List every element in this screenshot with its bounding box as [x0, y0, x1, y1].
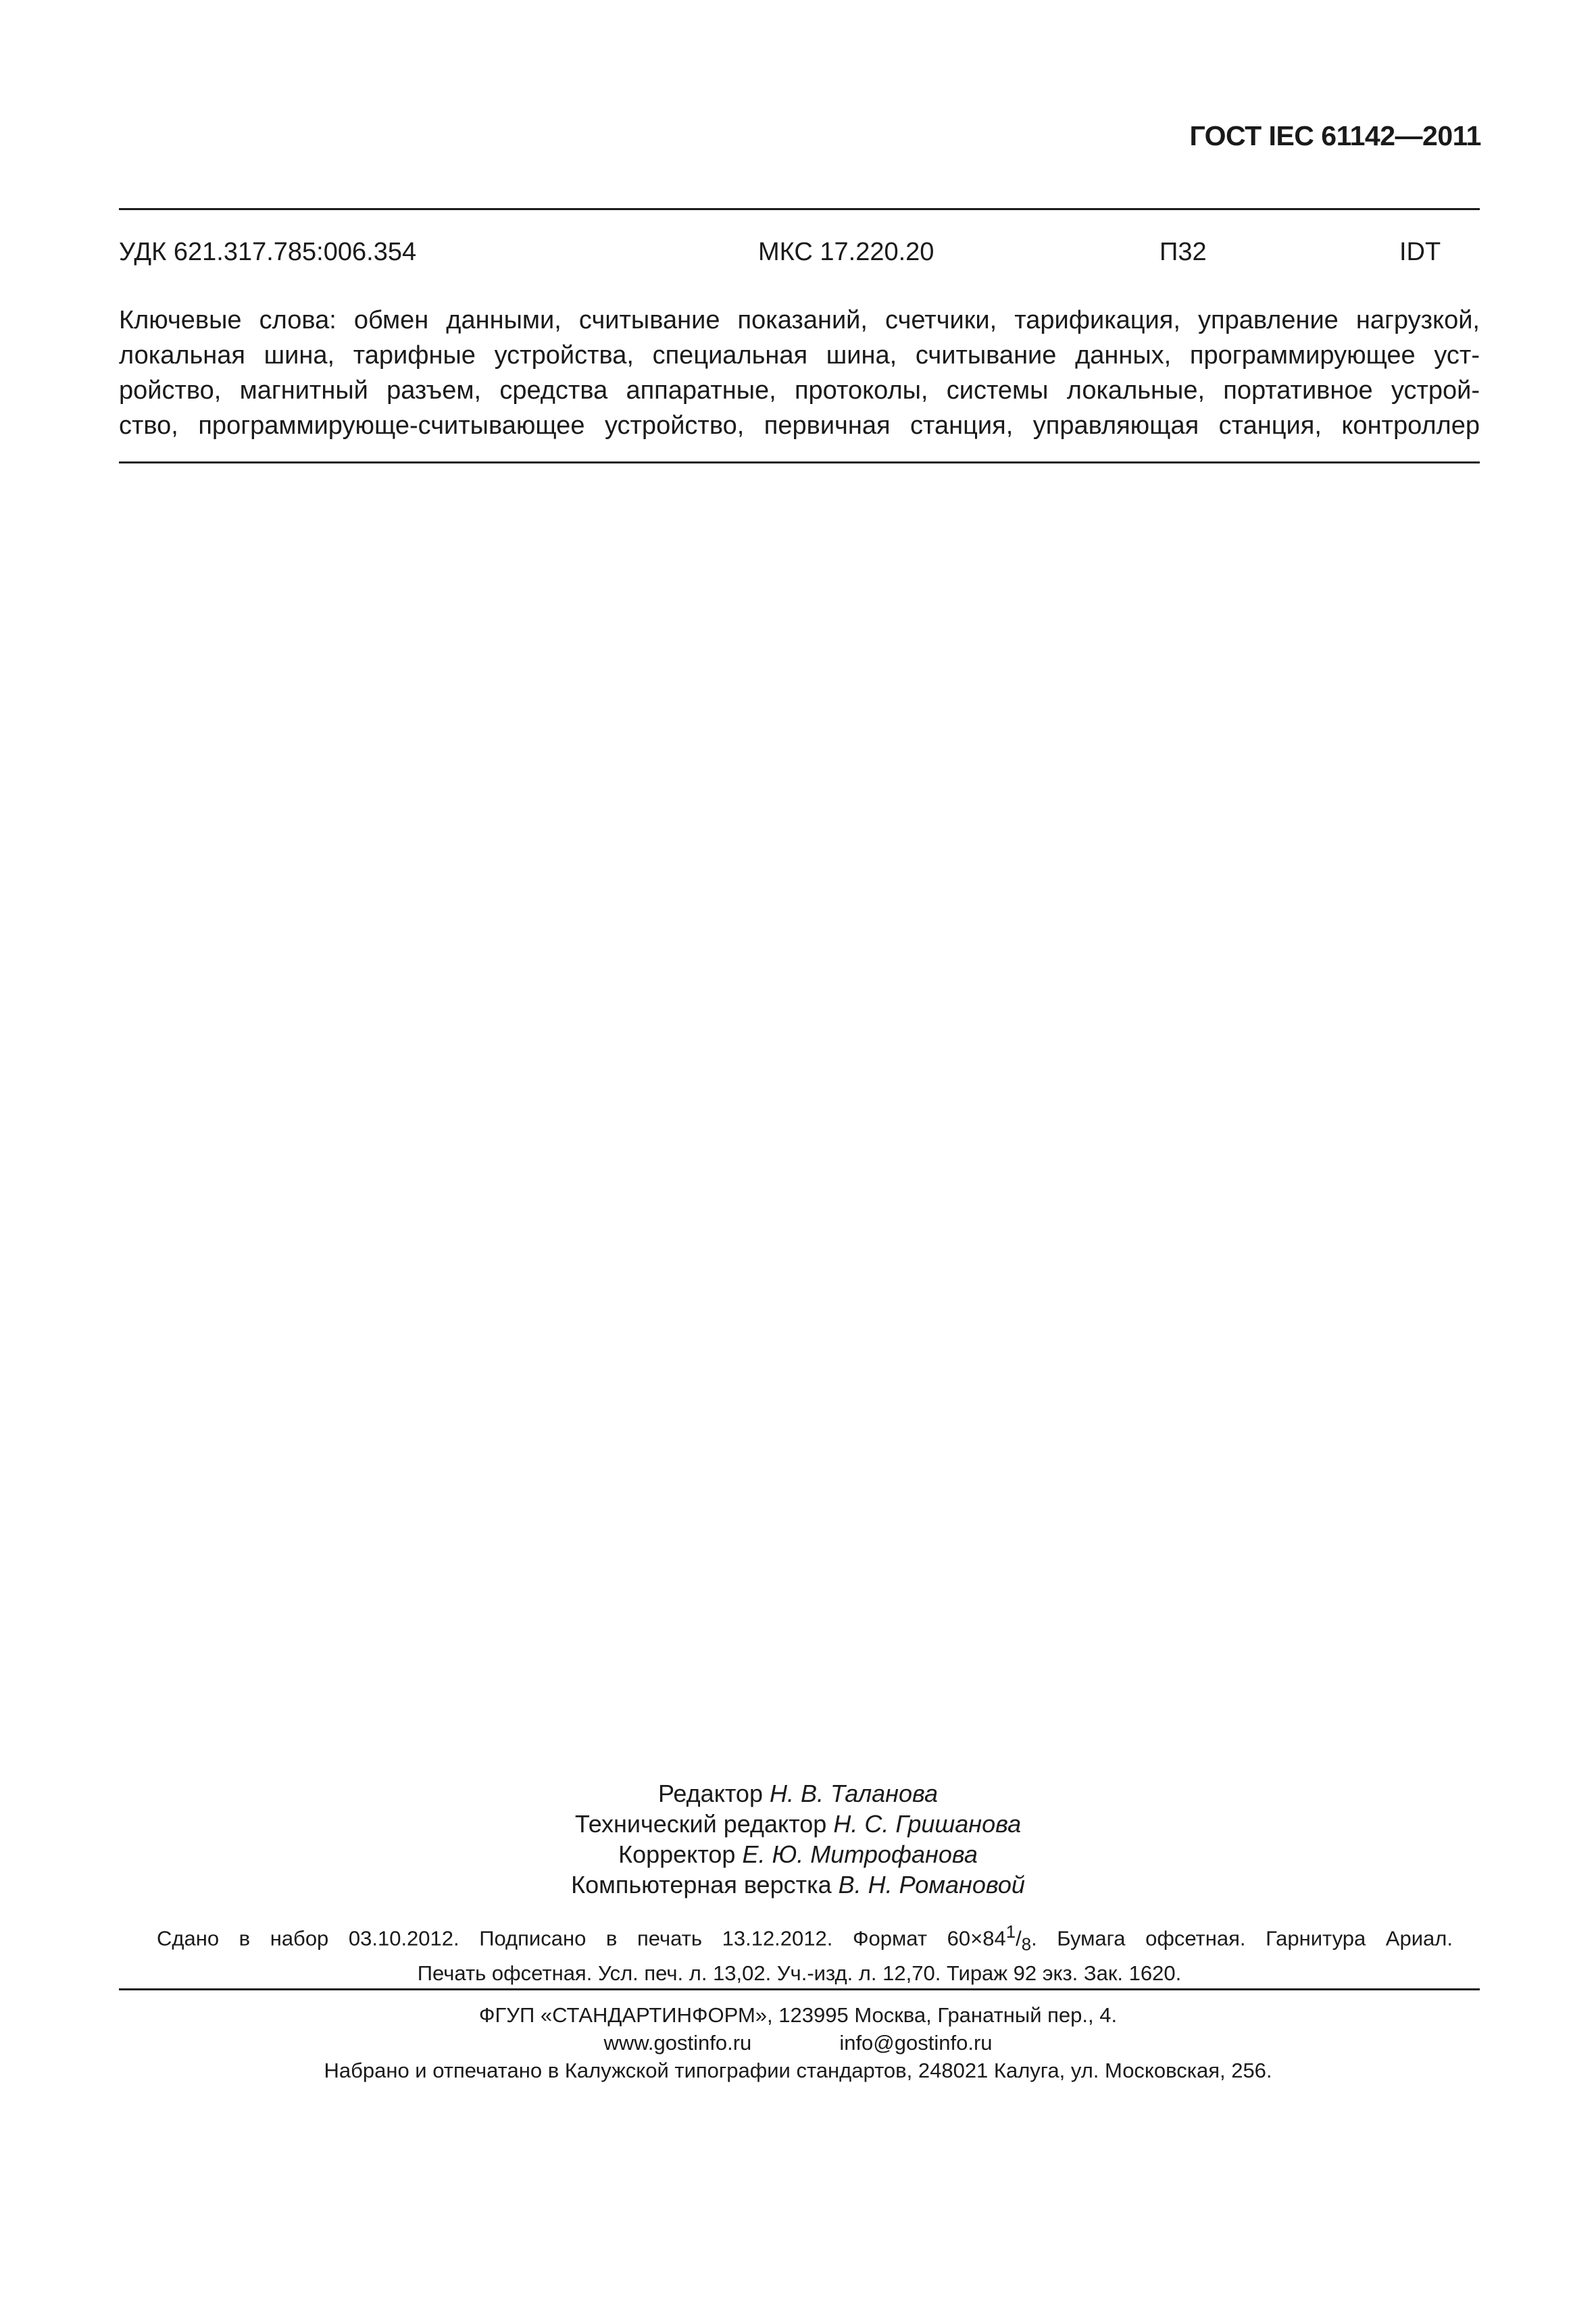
udk-code: УДК 621.317.785:006.354: [119, 238, 417, 266]
corrector-credit: [0, 1839, 1596, 1869]
imprint-line-print-volume: Печать офсетная. Усл. печ. л. 13,02. Уч.-изд. л. 12,70. Тираж 92 экз. Зак. 1620.: [417, 1961, 1182, 1985]
imprint-line-print-dates: Сдано в набор 03.10.2012. Подписано в печать 13.12.2012. Формат $60\times 84^1/_8$. Бумага офсетная. Гарнитура Ариал.: [157, 1923, 1453, 1955]
layout-name: В. Н. Романовой: [838, 1871, 1025, 1898]
editor-role: Редактор: [658, 1780, 763, 1807]
equivalence-code: IDT: [1399, 238, 1441, 266]
keywords-line: Ключевые слова: обмен данными, считывание показаний, счетчики, тарификация, управление нагрузкой,: [119, 306, 1480, 334]
editor-name: Н. В. Таланова: [769, 1780, 938, 1807]
corrector-name: Е. Ю. Митрофанова: [742, 1840, 978, 1868]
keywords-line: ройство, магнитный разъем, средства аппаратные, протоколы, системы локальные, портативное устрой-: [119, 376, 1480, 405]
keywords-line: локальная шина, тарифные устройства, специальная шина, считывание данных, программирующее уст-: [119, 341, 1480, 370]
credits-block: [0, 1778, 1596, 1900]
printing-house-info: Набрано и отпечатано в Калужской типографии стандартов, 248021 Калуга, ул. Московская, 256.: [324, 2059, 1272, 2082]
top-divider: [119, 208, 1480, 210]
imprint-paper-text: . Бумага офсетная. Гарнитура Ариал.: [1031, 1926, 1453, 1951]
editor-credit: [0, 1778, 1596, 1809]
standard-code: ГОСТ IEC 61142—2011: [1189, 120, 1481, 151]
layout-role: Компьютерная верстка: [571, 1871, 832, 1898]
classification-row: [119, 238, 1480, 272]
publisher-contacts: [0, 2029, 1596, 2057]
okp-code: П32: [1159, 238, 1207, 266]
imprint-block: [119, 1919, 1480, 1987]
tech-editor-name: Н. С. Гришанова: [833, 1810, 1022, 1838]
publisher-website-link[interactable]: www.gostinfo.ru: [603, 2031, 752, 2055]
layout-credit: [0, 1869, 1596, 1900]
publisher-block: [0, 2001, 1596, 2084]
publisher-email-link[interactable]: info@gostinfo.ru: [839, 2031, 993, 2055]
publisher-address: ФГУП «СТАНДАРТИНФОРМ», 123995 Москва, Гранатный пер., 4.: [478, 2003, 1118, 2027]
format-superscript: 1: [1005, 1923, 1016, 1942]
format-subscript: 8: [1021, 1935, 1032, 1955]
tech-editor-credit: [0, 1809, 1596, 1839]
publisher-divider: [119, 1988, 1480, 1990]
mks-code: МКС 17.220.20: [758, 238, 934, 266]
corrector-role: Корректор: [618, 1840, 736, 1868]
tech-editor-role: Технический редактор: [574, 1810, 827, 1838]
keywords-paragraph: [119, 303, 1480, 443]
imprint-dates-text: Сдано в набор 03.10.2012. Подписано в печать 13.12.2012. Формат 60×84: [157, 1926, 1006, 1951]
keywords-divider: [119, 461, 1480, 463]
keywords-line: ство, программирующе-считывающее устройство, первичная станция, управляющая станция, контроллер: [119, 411, 1480, 440]
